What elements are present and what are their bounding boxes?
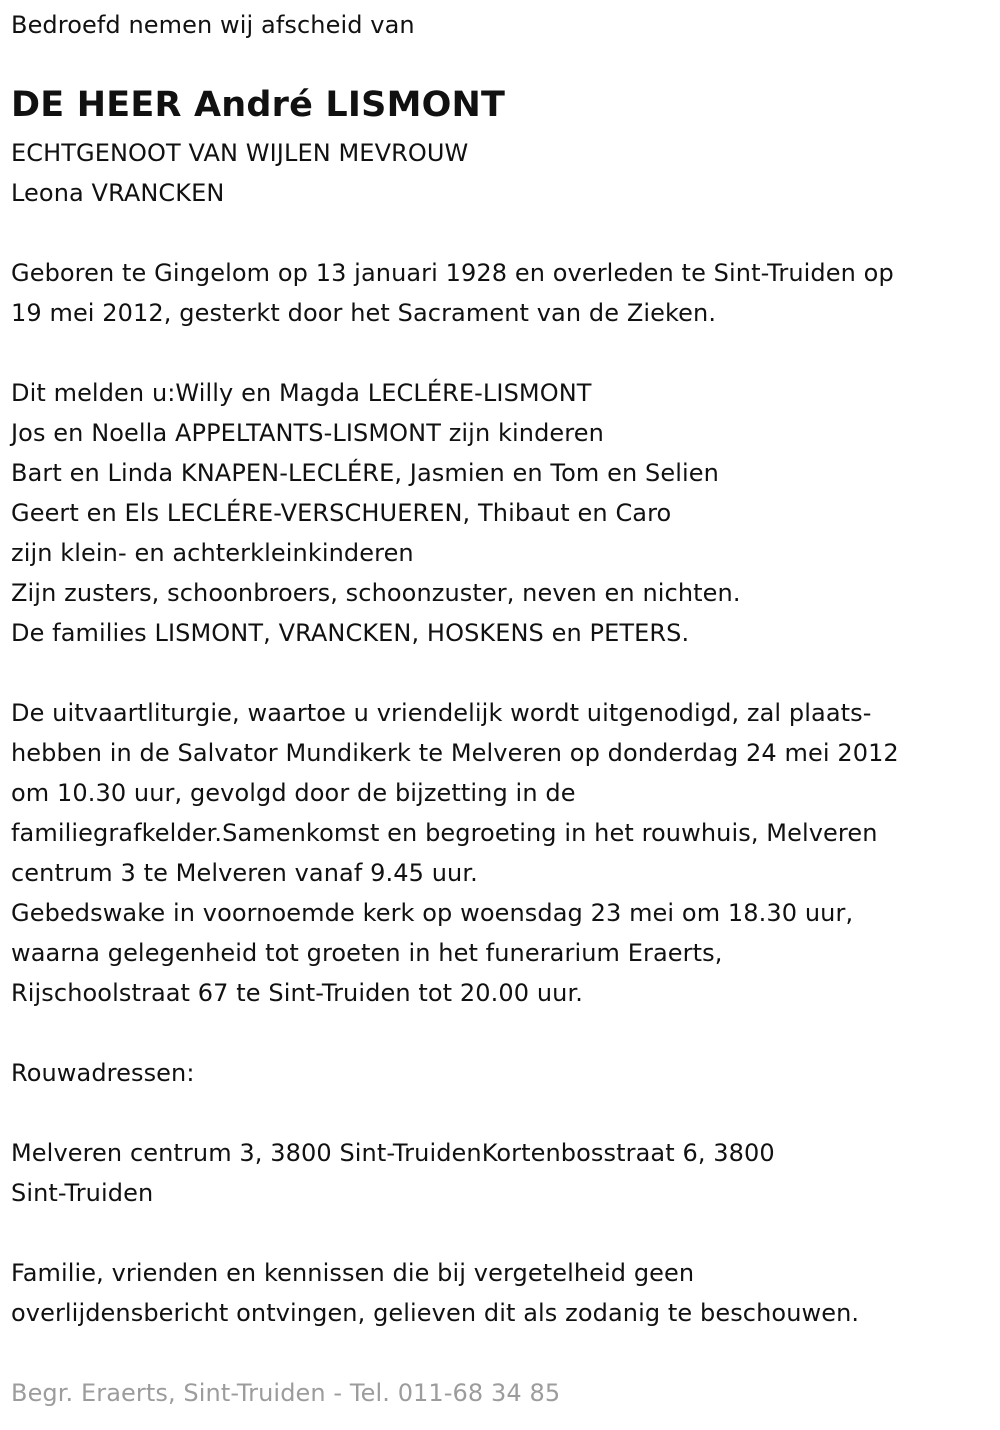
closing-line: Familie, vrienden en kennissen die bij vergetelheid geen [11, 1259, 695, 1287]
undertaker-footer: Begr. Eraerts, Sint-Truiden - Tel. 011-68 34 85 [11, 1379, 561, 1407]
family-line: Geert en Els LECLÉRE-VERSCHUEREN, Thibaut en Caro [11, 499, 672, 527]
intro-line: Bedroefd nemen wij afscheid van [11, 11, 415, 39]
deceased-name: DE HEER André LISMONT [11, 85, 506, 125]
closing-line: overlijdensbericht ontvingen, gelieven dit als zodanig te beschouwen. [11, 1299, 860, 1327]
addresses-label: Rouwadressen: [11, 1059, 195, 1087]
funeral-line: om 10.30 uur, gevolgd door de bijzetting in de [11, 779, 576, 807]
address-line: Sint-Truiden [11, 1179, 154, 1207]
family-line: De families LISMONT, VRANCKEN, HOSKENS en PETERS. [11, 619, 690, 647]
spouse-line: ECHTGENOOT VAN WIJLEN MEVROUW [11, 139, 469, 167]
funeral-line: familiegrafkelder.Samenkomst en begroeting in het rouwhuis, Melveren [11, 819, 878, 847]
family-line: Bart en Linda KNAPEN-LECLÉRE, Jasmien en Tom en Selien [11, 459, 719, 487]
family-line: zijn klein- en achterkleinkinderen [11, 539, 414, 567]
spouse-name: Leona VRANCKEN [11, 179, 225, 207]
funeral-line: Gebedswake in voornoemde kerk op woensdag 23 mei om 18.30 uur, [11, 899, 854, 927]
funeral-line: waarna gelegenheid tot groeten in het funerarium Eraerts, [11, 939, 723, 967]
funeral-line: Rijschoolstraat 67 te Sint-Truiden tot 20.00 uur. [11, 979, 583, 1007]
family-line: Jos en Noella APPELTANTS-LISMONT zijn kinderen [11, 419, 604, 447]
funeral-line: hebben in de Salvator Mundikerk te Melveren op donderdag 24 mei 2012 [11, 739, 899, 767]
family-line: Dit melden u:Willy en Magda LECLÉRE-LISMONT [11, 379, 592, 407]
address-line: Melveren centrum 3, 3800 Sint-TruidenKortenbosstraat 6, 3800 [11, 1139, 775, 1167]
funeral-line: centrum 3 te Melveren vanaf 9.45 uur. [11, 859, 478, 887]
birth-death-line: 19 mei 2012, gesterkt door het Sacrament van de Zieken. [11, 299, 717, 327]
funeral-line: De uitvaartliturgie, waartoe u vriendelijk wordt uitgenodigd, zal plaats- [11, 699, 872, 727]
birth-death-line: Geboren te Gingelom op 13 januari 1928 en overleden te Sint-Truiden op [11, 259, 894, 287]
family-line: Zijn zusters, schoonbroers, schoonzuster, neven en nichten. [11, 579, 741, 607]
